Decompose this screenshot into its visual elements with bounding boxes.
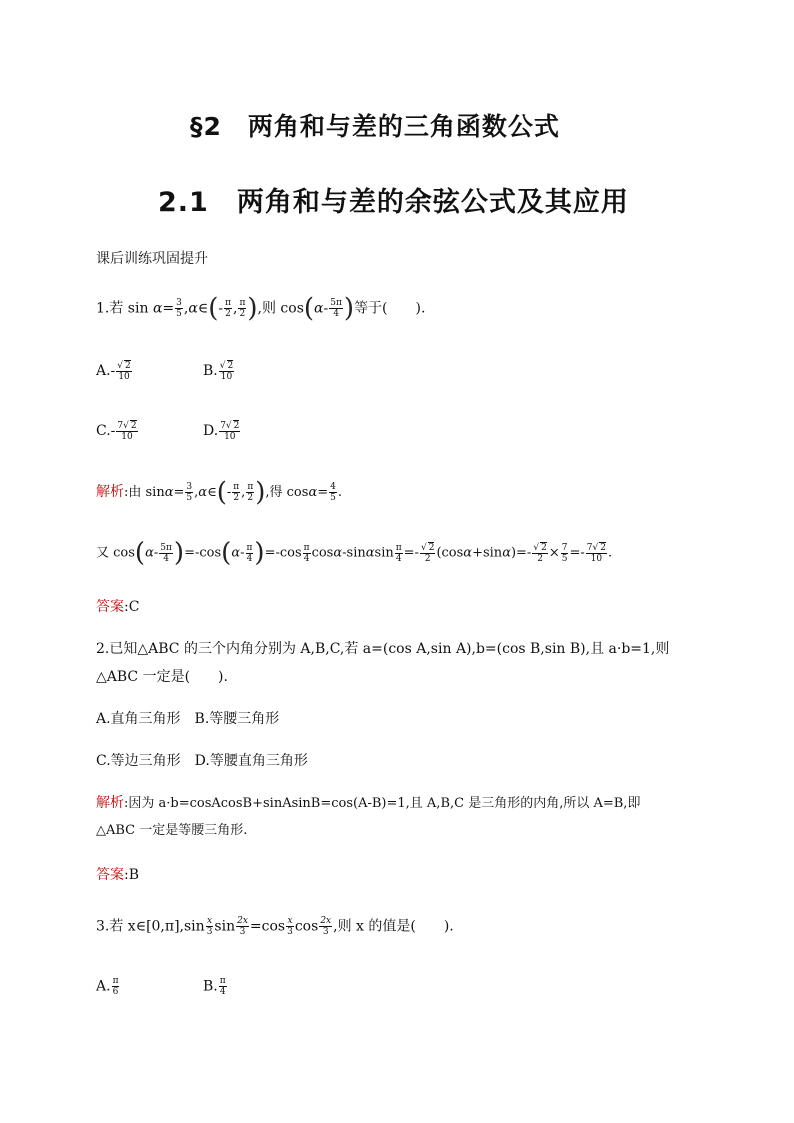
fraction: $\frac{\pi}{6}$ bbox=[112, 976, 119, 997]
q1-number: 1. bbox=[96, 300, 110, 317]
chapter-title: §2 两角和与差的三角函数公式 bbox=[190, 112, 560, 141]
q1-analysis-line1: 解析:由 sinα= $\frac{3}{5}$ ,α∈(- $\frac{\pi}{2}$ , $\frac{\pi}{2}$ ),得 cosα= $\frac{4}{5}$ . bbox=[96, 477, 342, 508]
q1-stem-a: 若 sin bbox=[109, 300, 153, 317]
fraction: $\frac{√ 2}{2}$ bbox=[420, 543, 435, 564]
fraction: $\frac{2x}{3}$ bbox=[237, 916, 248, 937]
fraction: $\frac{\pi}{2}$ bbox=[225, 298, 231, 319]
section-title: 2.1 两角和与差的余弦公式及其应用 bbox=[158, 187, 629, 218]
fraction: $\frac{√ 2}{10}$ bbox=[117, 361, 131, 382]
fraction: $\frac{x}{3}$ bbox=[206, 916, 213, 937]
q1-option-b: B. $\frac{√ 2}{10}$ bbox=[203, 361, 234, 382]
fraction: $\frac{5\pi}{4}$ bbox=[160, 542, 172, 564]
q3-option-b: B. $\frac{\pi}{4}$ bbox=[203, 976, 226, 997]
fraction: $\frac{7}{5}$ bbox=[561, 542, 568, 564]
fraction: $\frac{x}{3}$ bbox=[287, 916, 293, 937]
q2-analysis-line1: 解析:因为 a·b=cosAcosB+sinAsinB=cos(A-B)=1,且 A,B,C 是三角形的内角,所以 A=B,即 bbox=[96, 795, 641, 811]
fraction: $\frac{\pi}{4}$ bbox=[395, 542, 402, 564]
q2-stem-line2: △ABC 一定是( ). bbox=[96, 669, 228, 685]
q2-answer-value: :B bbox=[124, 867, 140, 883]
q2-answer bbox=[96, 865, 139, 885]
fraction: $\frac{3}{5}$ bbox=[176, 298, 182, 319]
q1-stem-b: ,则 cos bbox=[257, 300, 304, 317]
analysis-label: 解析 bbox=[96, 484, 124, 500]
fraction: $\frac{7√ 2}{10}$ bbox=[586, 543, 606, 564]
analysis-label: 解析 bbox=[96, 795, 124, 811]
q1-stem: 1.若 sin α= $\frac{3}{5}$ ,α∈(- $\frac{\pi}{2}$ , $\frac{\pi}{2}$ ),则 cos(α- $\frac{5\pi}{4}$ )等于( ). bbox=[96, 293, 426, 324]
fraction: $\frac{\pi}{4}$ bbox=[219, 976, 226, 997]
q1-answer-value: :C bbox=[124, 599, 140, 615]
q1-stem-c: 等于( ). bbox=[354, 300, 426, 317]
fraction: $\frac{√ 2}{10}$ bbox=[219, 361, 234, 382]
q1-answer bbox=[96, 597, 139, 617]
subheading: 课后训练巩固提升 bbox=[96, 251, 208, 267]
q2-analysis-line2: △ABC 一定是等腰三角形. bbox=[96, 823, 248, 838]
fraction: $\frac{7√ 2}{10}$ bbox=[220, 421, 240, 442]
fraction: $\frac{√ 2}{2}$ bbox=[533, 543, 547, 564]
fraction: $\frac{3}{5}$ bbox=[186, 482, 193, 503]
q1-option-a: A.- $\frac{√ 2}{10}$ bbox=[96, 361, 131, 382]
q2-options-row1: A.直角三角形 B.等腰三角形 bbox=[96, 711, 280, 727]
q3-option-a: A. $\frac{\pi}{6}$ bbox=[96, 976, 119, 997]
fraction: $\frac{\pi}{4}$ bbox=[303, 542, 310, 564]
fraction: $\frac{\pi}{4}$ bbox=[246, 542, 253, 564]
fraction: $\frac{7√ 2}{10}$ bbox=[117, 421, 137, 442]
q1-option-d: D. $\frac{7√ 2}{10}$ bbox=[203, 421, 240, 442]
q3-stem: 3.若 x∈[0,π],sin $\frac{x}{3}$ sin $\frac{2x}{3}$ =cos $\frac{x}{3}$ cos $\frac{2x}{3}$ ,则 x 的值是( ). bbox=[96, 916, 454, 937]
q2-options-row2: C.等边三角形 D.等腰直角三角形 bbox=[96, 753, 308, 769]
fraction: $\frac{4}{5}$ bbox=[330, 482, 336, 503]
answer-label: 答案 bbox=[96, 867, 124, 883]
q1-option-c: C.- $\frac{7√ 2}{10}$ bbox=[96, 421, 137, 442]
fraction: $\frac{\pi}{2}$ bbox=[233, 482, 240, 503]
fraction: $\frac{2x}{3}$ bbox=[320, 916, 332, 937]
fraction: $\frac{5\pi}{4}$ bbox=[330, 298, 342, 319]
answer-label: 答案 bbox=[96, 599, 124, 615]
fraction: $\frac{\pi}{2}$ bbox=[247, 482, 254, 503]
q1-analysis-line2: 又 cos(α- $\frac{5\pi}{4}$ )=-cos(α- $\frac{\pi}{4}$ )=-cos $\frac{\pi}{4}$ cosα-sinαsin $\frac{\pi}{4}$ =- $\frac{√ 2}{2}$ (cosα+sinα)=- $\frac{√ 2}{2}$ × $\frac{7}{5}$ =- $\frac{7√ 2}{10}$ . bbox=[96, 538, 613, 568]
q2-stem-line1: 2.已知△ABC 的三个内角分别为 A,B,C,若 a=(cos A,sin A),b=(cos B,sin B),且 a·b=1,则 bbox=[96, 641, 670, 657]
fraction: $\frac{\pi}{2}$ bbox=[239, 298, 246, 319]
